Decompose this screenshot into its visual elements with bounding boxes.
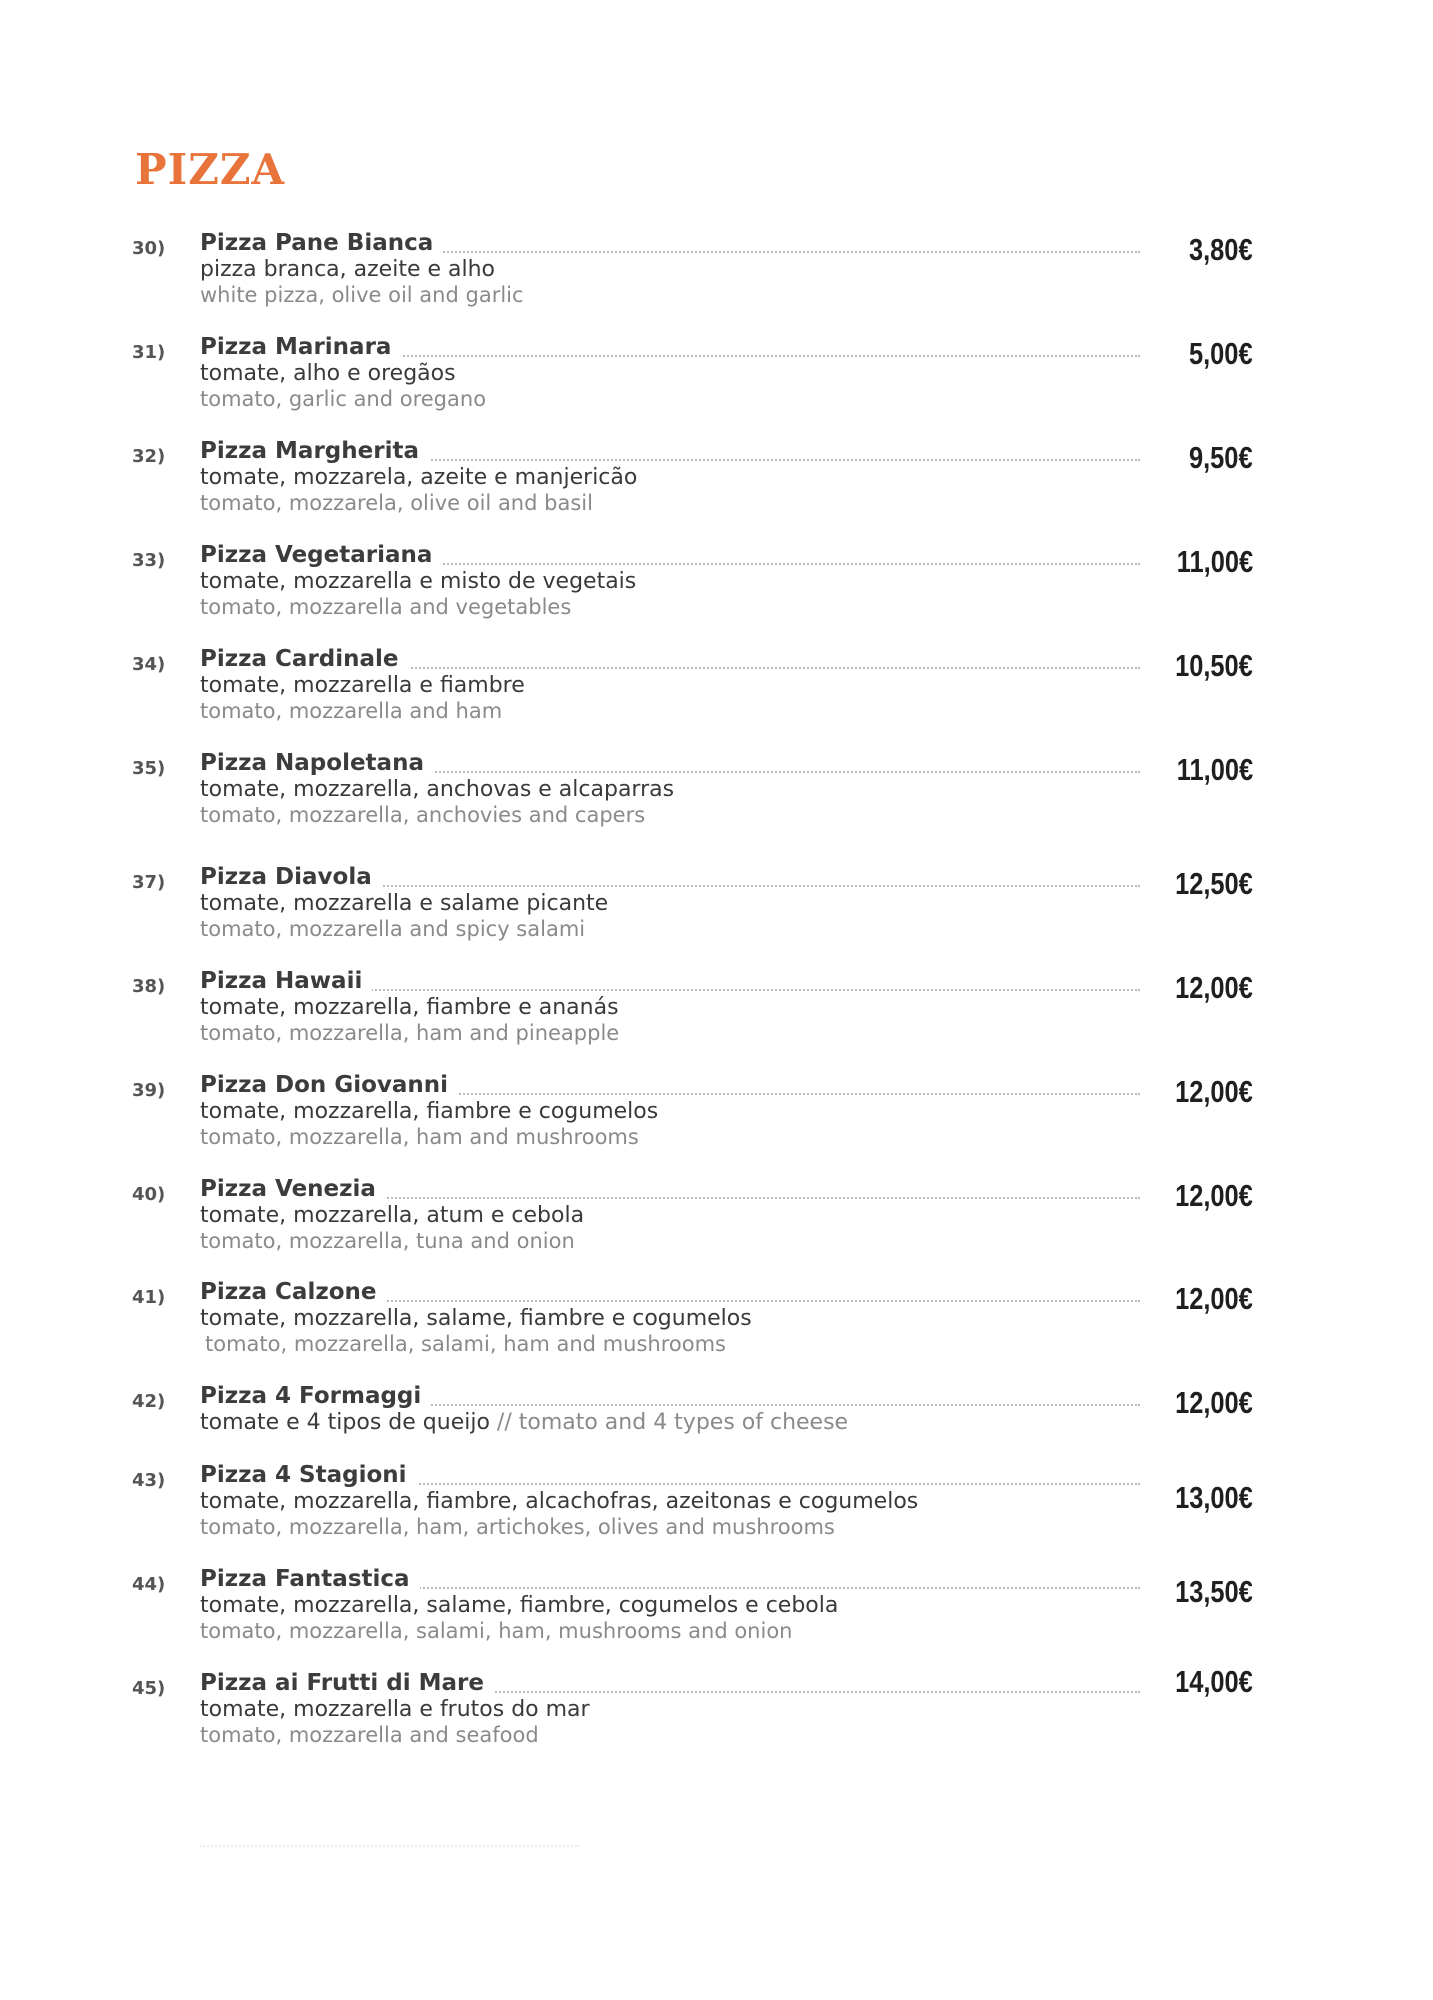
description-pt-text: tomate e 4 tipos de queijo xyxy=(200,1410,490,1435)
item-name: Pizza ai Frutti di Mare xyxy=(200,1670,494,1696)
item-description-en: tomato, mozzarella, ham and mushrooms xyxy=(200,1125,639,1149)
item-description-en: tomato, mozzarela, olive oil and basil xyxy=(200,491,593,515)
item-price: 12,00€ xyxy=(1175,1281,1253,1316)
item-number: 39) xyxy=(132,1080,166,1101)
item-description-pt: tomate, mozzarela, azeite e manjericão xyxy=(200,465,638,490)
item-description-pt: tomate, mozzarella, salame, fiambre, cogumelos e cebola xyxy=(200,1593,839,1618)
item-price: 13,50€ xyxy=(1175,1574,1253,1609)
item-description-pt: tomate, mozzarella, salame, fiambre e cogumelos xyxy=(200,1306,752,1331)
item-number: 43) xyxy=(132,1470,166,1491)
item-name: Pizza 4 Formaggi xyxy=(200,1383,431,1409)
item-price: 14,00€ xyxy=(1175,1664,1253,1699)
menu-item xyxy=(0,1279,1433,1379)
item-description-en: tomato and 4 types of cheese xyxy=(518,1410,849,1435)
item-description-pt: tomate, mozzarella, fiambre e cogumelos xyxy=(200,1099,659,1124)
item-description-pt: tomate, mozzarella e misto de vegetais xyxy=(200,569,637,594)
item-number: 34) xyxy=(132,654,166,675)
item-price: 11,00€ xyxy=(1176,752,1253,787)
item-name: Pizza Calzone xyxy=(200,1279,387,1305)
item-price: 10,50€ xyxy=(1175,648,1253,683)
item-description-en: tomato, mozzarella, salami, ham, mushrooms and onion xyxy=(200,1619,793,1643)
item-name: Pizza Don Giovanni xyxy=(200,1072,458,1098)
menu-item xyxy=(0,438,1433,538)
item-description-pt: tomate, mozzarella e salame picante xyxy=(200,891,609,916)
item-number: 37) xyxy=(132,872,166,893)
item-name: Pizza Cardinale xyxy=(200,646,409,672)
item-number: 31) xyxy=(132,342,166,363)
item-price: 9,50€ xyxy=(1189,440,1253,475)
language-separator: // xyxy=(489,1410,519,1435)
item-description-pt: pizza branca, azeite e alho xyxy=(200,257,496,282)
item-number: 44) xyxy=(132,1574,166,1595)
item-description-en: tomato, mozzarella and ham xyxy=(200,699,503,723)
item-number: 38) xyxy=(132,976,166,997)
item-price: 12,50€ xyxy=(1175,866,1253,901)
item-description-pt: tomate, mozzarella, anchovas e alcaparras xyxy=(200,777,675,802)
item-number: 41) xyxy=(132,1287,166,1308)
item-name: Pizza Fantastica xyxy=(200,1566,420,1592)
item-name: Pizza Pane Bianca xyxy=(200,230,443,256)
menu-item xyxy=(0,864,1433,964)
item-name: Pizza Diavola xyxy=(200,864,382,890)
menu-item xyxy=(0,1462,1433,1562)
item-name: Pizza Marinara xyxy=(200,334,401,360)
item-price: 12,00€ xyxy=(1175,1074,1253,1109)
decorative-divider xyxy=(200,1845,580,1847)
item-name: Pizza Vegetariana xyxy=(200,542,442,568)
item-description-pt: tomate, mozzarella, atum e cebola xyxy=(200,1203,585,1228)
item-number: 42) xyxy=(132,1391,166,1412)
item-description-en: tomato, mozzarella, anchovies and capers xyxy=(200,803,646,827)
item-price: 12,00€ xyxy=(1175,1385,1253,1420)
item-name: Pizza Venezia xyxy=(200,1176,386,1202)
item-name: Pizza 4 Stagioni xyxy=(200,1462,417,1488)
item-description-pt: tomate, mozzarella e fiambre xyxy=(200,673,525,698)
item-price: 12,00€ xyxy=(1175,970,1253,1005)
item-description-pt: tomate, mozzarella, fiambre, alcachofras, azeitonas e cogumelos xyxy=(200,1489,919,1514)
item-description-en: tomato, mozzarella and seafood xyxy=(200,1723,539,1747)
item-number: 45) xyxy=(132,1678,166,1699)
item-name: Pizza Napoletana xyxy=(200,750,434,776)
item-description-pt: tomate, alho e oregãos xyxy=(200,361,456,386)
menu-item xyxy=(0,1566,1433,1666)
menu-item xyxy=(0,646,1433,746)
item-price: 12,00€ xyxy=(1175,1178,1253,1213)
menu-item xyxy=(0,1072,1433,1172)
item-name: Pizza Margherita xyxy=(200,438,429,464)
item-description-en: tomato, mozzarella, ham and pineapple xyxy=(200,1021,620,1045)
item-description-en: tomato, mozzarella, salami, ham and mushrooms xyxy=(205,1332,726,1356)
item-price: 5,00€ xyxy=(1189,336,1253,371)
menu-item xyxy=(0,1664,1433,1770)
item-number: 30) xyxy=(132,238,166,259)
page-title: PIZZA xyxy=(135,145,286,194)
menu-item xyxy=(0,542,1433,642)
item-description-en: tomato, garlic and oregano xyxy=(200,387,487,411)
item-description-pt xyxy=(200,1410,848,1435)
item-description-en: tomato, mozzarella, tuna and onion xyxy=(200,1229,575,1253)
item-number: 33) xyxy=(132,550,166,571)
item-price: 11,00€ xyxy=(1176,544,1253,579)
item-description-en: tomato, mozzarella and vegetables xyxy=(200,595,572,619)
item-number: 40) xyxy=(132,1184,166,1205)
item-price: 13,00€ xyxy=(1175,1480,1253,1515)
menu-item xyxy=(0,968,1433,1068)
item-price: 3,80€ xyxy=(1189,232,1253,267)
menu-item xyxy=(0,1176,1433,1276)
item-number: 35) xyxy=(132,758,166,779)
item-name: Pizza Hawaii xyxy=(200,968,372,994)
item-description-pt: tomate, mozzarella e frutos do mar xyxy=(200,1697,590,1722)
item-description-en: tomato, mozzarella, ham, artichokes, olives and mushrooms xyxy=(200,1515,835,1539)
item-description-en: white pizza, olive oil and garlic xyxy=(200,283,524,307)
menu-item xyxy=(0,230,1433,330)
item-number: 32) xyxy=(132,446,166,467)
item-description-pt: tomate, mozzarella, fiambre e ananás xyxy=(200,995,619,1020)
menu-item xyxy=(0,750,1433,850)
menu-item xyxy=(0,334,1433,434)
item-description-en: tomato, mozzarella and spicy salami xyxy=(200,917,586,941)
